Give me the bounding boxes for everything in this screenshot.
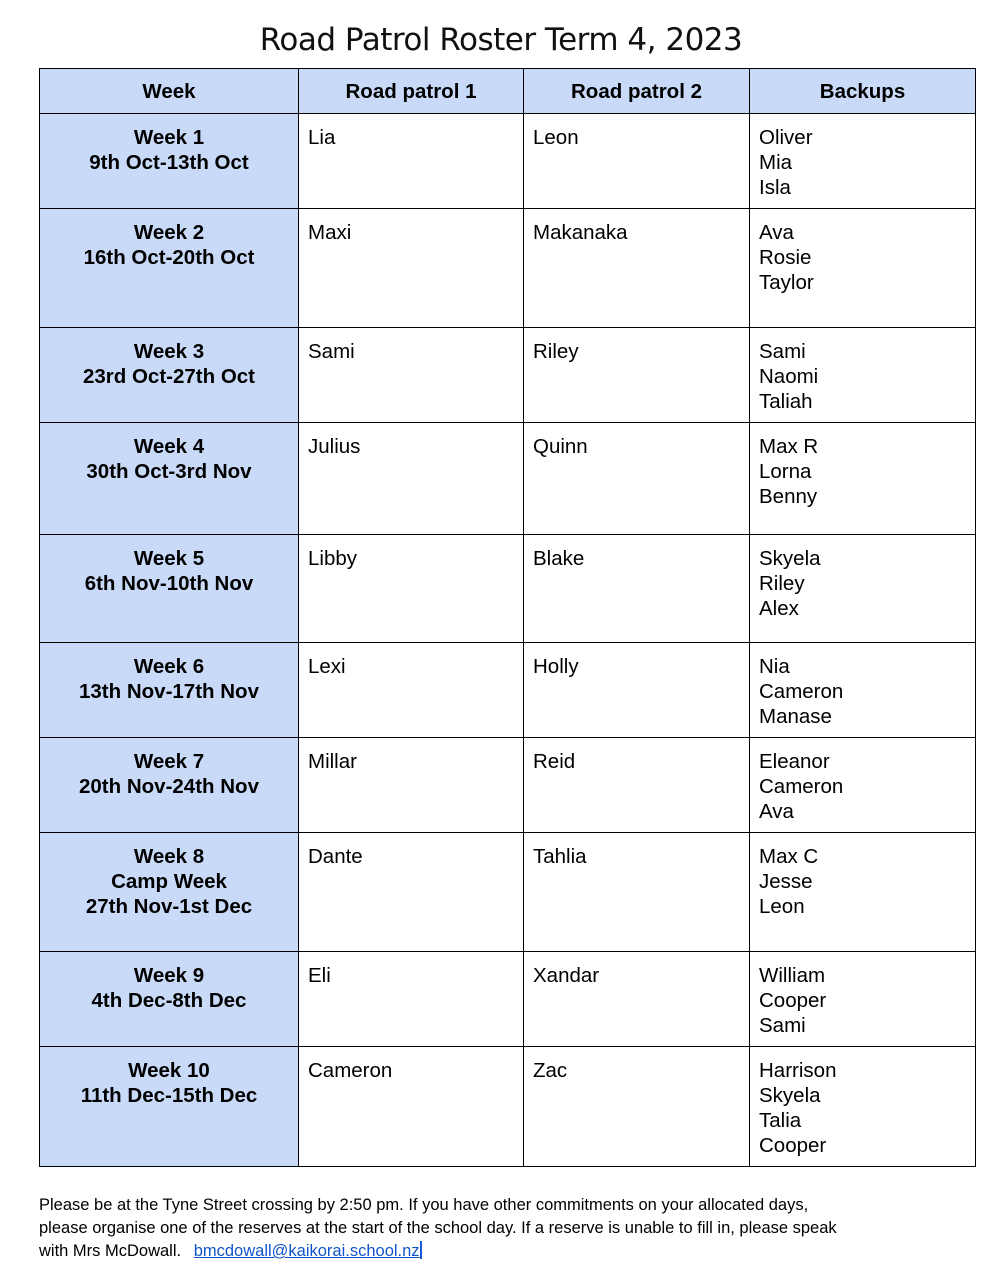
table-row <box>40 209 976 328</box>
week-cell <box>40 738 299 833</box>
week-label: 30th Oct-3rd Nov <box>86 460 252 483</box>
road-patrol-2-cell: Tahlia <box>524 833 750 952</box>
table-row <box>40 535 976 643</box>
week-label: Camp Week <box>111 870 227 893</box>
week-cell <box>40 833 299 952</box>
week-label: 13th Nov-17th Nov <box>79 680 259 703</box>
backup-name: Isla <box>759 176 791 199</box>
week-label: Week 4 <box>133 435 205 458</box>
header-backups: Backups <box>750 69 976 114</box>
backups-cell <box>750 1047 976 1167</box>
backups-cell <box>750 952 976 1047</box>
backup-name: Cooper <box>759 989 827 1012</box>
footer-line: Please be at the Tyne Street crossing by 2:50 pm. If you have other commitments on your allocated days, <box>39 1196 809 1214</box>
header-road-patrol-2: Road patrol 2 <box>524 69 750 114</box>
backup-name: Benny <box>759 485 818 508</box>
week-cell <box>40 643 299 738</box>
backups-cell <box>750 738 976 833</box>
road-patrol-2-cell: Riley <box>524 328 750 423</box>
backup-name: Lorna <box>759 460 812 483</box>
road-patrol-1-cell: Julius <box>299 423 524 535</box>
backups-cell <box>750 114 976 209</box>
backup-name: Mia <box>759 151 793 174</box>
week-label: Week 5 <box>133 547 205 570</box>
week-cell <box>40 952 299 1047</box>
backups-cell <box>750 328 976 423</box>
road-patrol-2-cell: Blake <box>524 535 750 643</box>
road-patrol-1-cell: Sami <box>299 328 524 423</box>
road-patrol-2-cell: Holly <box>524 643 750 738</box>
road-patrol-2-cell: Quinn <box>524 423 750 535</box>
backup-name: Ava <box>759 800 794 823</box>
backup-name: Harrison <box>759 1059 837 1082</box>
week-label: Week 1 <box>133 126 205 149</box>
backup-name: Max R <box>759 435 819 458</box>
page-title: Road Patrol Roster Term 4, 2023 <box>259 22 743 58</box>
week-label: 9th Oct-13th Oct <box>89 151 249 174</box>
week-label: 23rd Oct-27th Oct <box>82 365 256 388</box>
footer-line: with Mrs McDowall. <box>39 1242 182 1260</box>
table-header-row <box>40 69 976 114</box>
week-label: 4th Dec-8th Dec <box>91 989 247 1012</box>
road-patrol-1-cell: Millar <box>299 738 524 833</box>
backup-name: Skyela <box>759 547 821 570</box>
week-label: Week 10 <box>128 1059 210 1082</box>
backup-name: Riley <box>759 572 805 595</box>
week-label: Week 6 <box>133 655 205 678</box>
backup-name: Alex <box>759 597 799 620</box>
backup-name: Leon <box>759 895 805 918</box>
backup-name: Cooper <box>759 1134 827 1157</box>
week-label: Week 7 <box>133 750 205 773</box>
backup-name: Manase <box>759 705 832 728</box>
backup-name: Eleanor <box>759 750 830 773</box>
table-row <box>40 738 976 833</box>
table-row <box>40 643 976 738</box>
backup-name: Rosie <box>759 246 812 269</box>
backup-name: William <box>759 964 826 987</box>
backup-name: Jesse <box>759 870 813 893</box>
table-row <box>40 328 976 423</box>
text-cursor <box>420 1241 422 1259</box>
week-cell <box>40 535 299 643</box>
backup-name: Naomi <box>759 365 819 388</box>
week-cell <box>40 328 299 423</box>
road-patrol-2-cell: Leon <box>524 114 750 209</box>
week-cell <box>40 1047 299 1167</box>
footer-line: please organise one of the reserves at the start of the school day. If a reserve is unable to fill in, please speak <box>39 1219 837 1237</box>
backup-name: Taliah <box>759 390 813 413</box>
road-patrol-1-cell: Lia <box>299 114 524 209</box>
table-row <box>40 423 976 535</box>
table-row <box>40 952 976 1047</box>
week-cell <box>40 209 299 328</box>
backup-name: Nia <box>759 655 790 678</box>
road-patrol-1-cell: Maxi <box>299 209 524 328</box>
week-label: Week 8 <box>133 845 205 868</box>
week-label: Week 9 <box>133 964 205 987</box>
week-cell <box>40 114 299 209</box>
road-patrol-1-cell: Libby <box>299 535 524 643</box>
backup-name: Cameron <box>759 680 844 703</box>
road-patrol-2-cell: Zac <box>524 1047 750 1167</box>
week-label: 20th Nov-24th Nov <box>79 775 259 798</box>
backups-cell <box>750 209 976 328</box>
road-patrol-2-cell: Reid <box>524 738 750 833</box>
roster-table <box>39 68 976 1167</box>
backup-name: Oliver <box>759 126 813 149</box>
week-label: 27th Nov-1st Dec <box>85 895 253 918</box>
road-patrol-1-cell: Lexi <box>299 643 524 738</box>
road-patrol-2-cell: Makanaka <box>524 209 750 328</box>
backup-name: Skyela <box>759 1084 821 1107</box>
backup-name: Max C <box>759 845 819 868</box>
week-label: Week 3 <box>133 340 205 363</box>
backup-name: Talia <box>759 1109 802 1132</box>
email-link[interactable]: bmcdowall@kaikorai.school.nz <box>193 1242 420 1260</box>
week-cell <box>40 423 299 535</box>
table-row <box>40 1047 976 1167</box>
backup-name: Taylor <box>759 271 814 294</box>
backup-name: Ava <box>759 221 794 244</box>
week-label: 16th Oct-20th Oct <box>83 246 255 269</box>
backups-cell <box>750 535 976 643</box>
backup-name: Sami <box>759 1014 806 1037</box>
backup-name: Cameron <box>759 775 844 798</box>
road-patrol-1-cell: Cameron <box>299 1047 524 1167</box>
road-patrol-1-cell: Eli <box>299 952 524 1047</box>
table-row <box>40 114 976 209</box>
backups-cell <box>750 423 976 535</box>
backups-cell <box>750 833 976 952</box>
backup-name: Sami <box>759 340 806 363</box>
road-patrol-2-cell: Xandar <box>524 952 750 1047</box>
header-road-patrol-1: Road patrol 1 <box>299 69 524 114</box>
week-label: 6th Nov-10th Nov <box>84 572 254 595</box>
week-label: 11th Dec-15th Dec <box>80 1084 258 1107</box>
backups-cell <box>750 643 976 738</box>
week-label: Week 2 <box>133 221 205 244</box>
road-patrol-1-cell: Dante <box>299 833 524 952</box>
header-week: Week <box>40 69 299 114</box>
table-row <box>40 833 976 952</box>
footer-note <box>39 1194 939 1263</box>
